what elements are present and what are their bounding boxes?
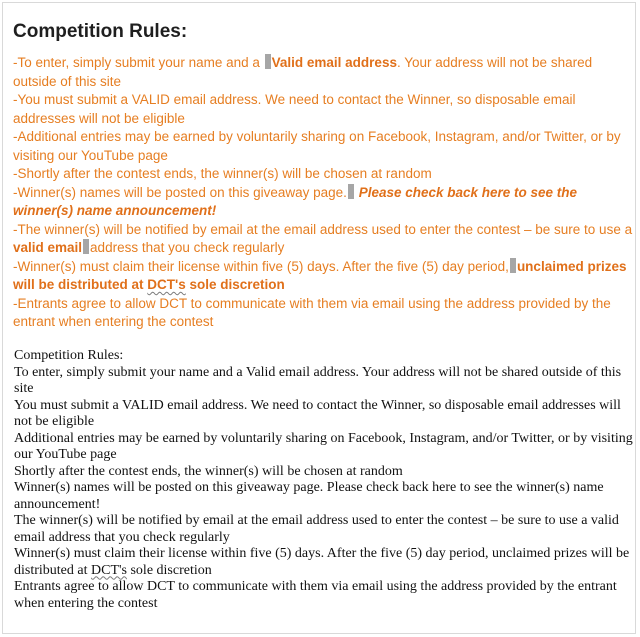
selection-marker [83, 239, 89, 254]
plain-rule: Shortly after the contest ends, the winner(s) will be chosen at random [14, 463, 403, 479]
plain-rule: Winner(s) must claim their license within five (5) days. After the five (5) day period, unclaimed prizes will be distributed at DCT's sole discretion [14, 546, 630, 578]
styled-title: Competition Rules: [13, 21, 188, 42]
plain-rule: The winner(s) will be notified by email at the email address used to enter the contest – be sure to use a valid email address that you check regularly [14, 513, 619, 545]
rule-3: -Additional entries may be earned by voluntarily sharing on Facebook, Instagram, and/or Twitter, or by visiting our YouTube page [13, 129, 621, 163]
plain-title: Competition Rules: [14, 348, 124, 363]
selection-marker [348, 184, 354, 199]
plain-rules-section [14, 348, 634, 612]
selection-marker [510, 258, 516, 273]
selection-marker [265, 54, 271, 69]
plain-rule: Additional entries may be earned by voluntarily sharing on Facebook, Instagram, and/or Twitter, or by visiting our YouTube page [14, 430, 633, 462]
plain-rule: Entrants agree to allow DCT to communicate with them via email using the address provided by the entrant when entering the contest [14, 579, 617, 611]
plain-rule: Winner(s) names will be posted on this giveaway page. Please check back here to see the winner(s) name announcement! [14, 480, 604, 512]
rule-7: -Winner(s) must claim their license within five (5) days. After the five (5) day period, unclaimed prizes will be distributed at DCT's sole discretion [13, 258, 627, 292]
check-back-emphasis: Please check back here to see the winner(s) name announcement! [13, 184, 578, 218]
rule-4: -Shortly after the contest ends, the winner(s) will be chosen at random [13, 166, 432, 181]
styled-rules-section [13, 20, 633, 332]
plain-rule: To enter, simply submit your name and a Valid email address. Your address will not be shared outside of this site [14, 364, 622, 396]
rule-2: -You must submit a VALID email address. We need to contact the Winner, so disposable email addresses will not be eligible [13, 92, 576, 126]
valid-email-emphasis: Valid email address [271, 55, 397, 70]
rule-5: -Winner(s) names will be posted on this giveaway page. Please check back here to see the winner(s) name announcement! [13, 184, 578, 218]
rule-8: -Entrants agree to allow DCT to communicate with them via email using the address provided by the entrant when entering the contest [13, 295, 611, 329]
rule-1: -To enter, simply submit your name and a Valid email address. Your address will not be shared outside of this site [13, 55, 593, 89]
rule-6: -The winner(s) will be notified by email at the email address used to enter the contest – be sure to use a valid email address that you check regularly [13, 221, 633, 255]
plain-rule: You must submit a VALID email address. We need to contact the Winner, so disposable email addresses will not be eligible [14, 397, 621, 429]
